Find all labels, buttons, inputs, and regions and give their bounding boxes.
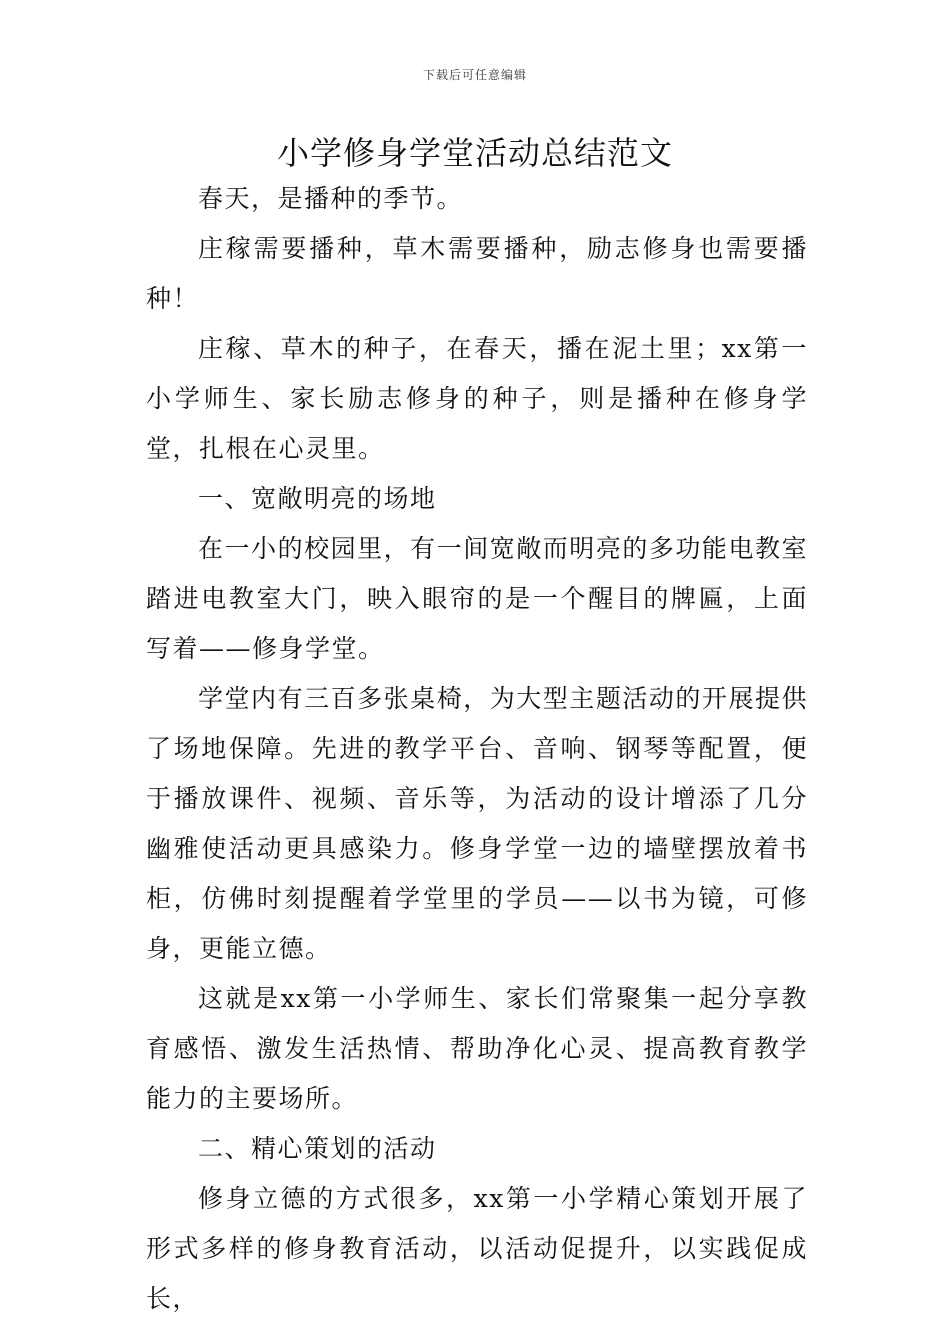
paragraph: 在一小的校园里，有一间宽敞而明亮的多功能电教室踏进电教室大门，映入眼帘的是一个醒目的牌匾，上面写着——修身学堂。	[146, 534, 808, 663]
paragraph: 庄稼、草木的种子，在春天，播在泥土里；xx第一小学师生、家长励志修身的种子，则是播种在修身学堂，扎根在心灵里。	[146, 334, 808, 463]
section-heading: 二、精心策划的活动	[198, 1134, 437, 1163]
paragraph: 庄稼需要播种，草木需要播种，励志修身也需要播种！	[146, 234, 808, 313]
document-body	[146, 174, 808, 1324]
section-heading: 一、宽敞明亮的场地	[198, 484, 437, 513]
paragraph: 修身立德的方式很多，xx第一小学精心策划开展了形式多样的修身教育活动，以活动促提升，以实践促成长，	[146, 1184, 808, 1313]
paragraph: 春天，是播种的季节。	[198, 184, 464, 213]
document-title: 小学修身学堂活动总结范文	[276, 134, 673, 172]
header-note: 下载后可任意编辑	[422, 68, 527, 82]
paragraph: 学堂内有三百多张桌椅，为大型主题活动的开展提供了场地保障。先进的教学平台、音响、钢琴等配置，便于播放课件、视频、音乐等，为活动的设计增添了几分幽雅使活动更具感染力。修身学堂一边的墙壁摆放着书柜，仿佛时刻提醒着学堂里的学员——以书为镜，可修身，更能立德。	[146, 684, 808, 963]
paragraph: 这就是xx第一小学师生、家长们常聚集一起分享教育感悟、激发生活热情、帮助净化心灵、提高教育教学能力的主要场所。	[146, 984, 808, 1113]
